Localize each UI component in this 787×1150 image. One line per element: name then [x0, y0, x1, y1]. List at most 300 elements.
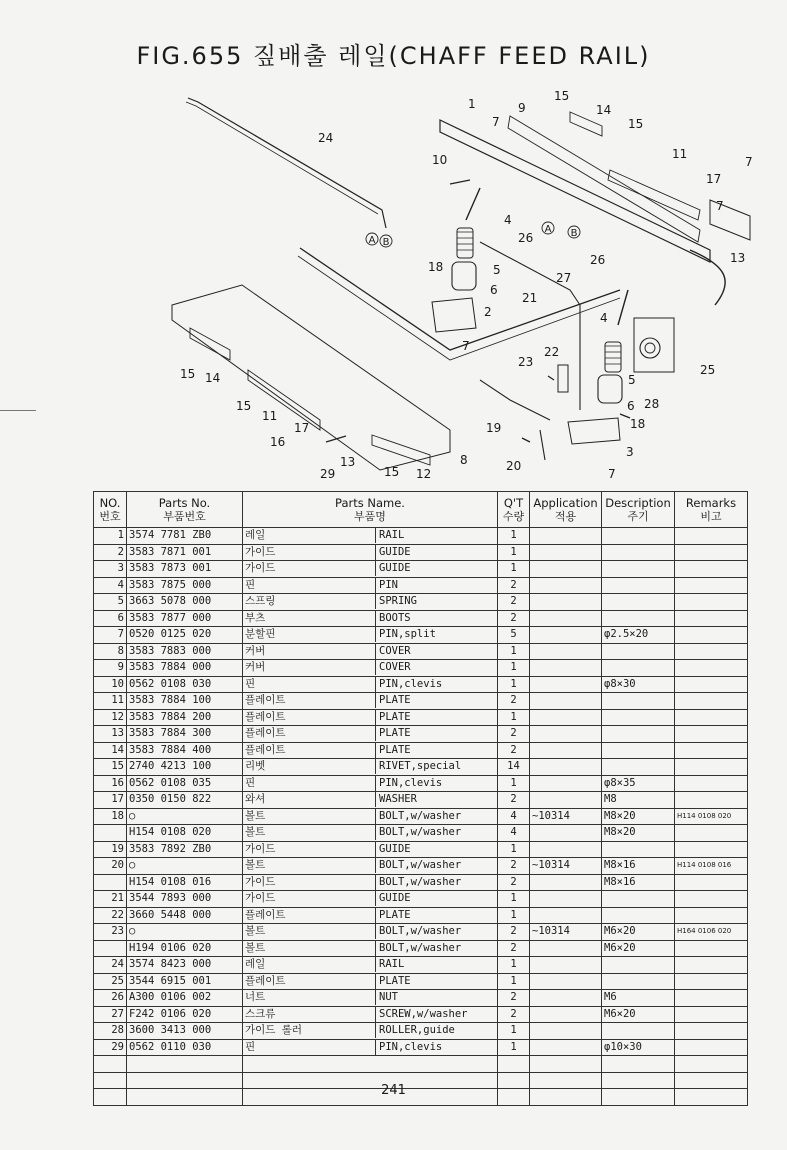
cell-qty: 1 [498, 1039, 530, 1056]
cell-part-name [243, 874, 498, 891]
table-row [94, 825, 748, 842]
part-name-korean: 볼트 [245, 825, 376, 840]
cell-qty: 1 [498, 676, 530, 693]
cell-no: 16 [94, 775, 127, 792]
cell-part-name [243, 1039, 498, 1056]
cell-part-number: ○ [127, 808, 243, 825]
cell-part-name [243, 825, 498, 842]
cell-description [602, 594, 675, 611]
callout-15: 15 [628, 117, 644, 131]
cell-application [530, 577, 602, 594]
cell-qty: 2 [498, 990, 530, 1007]
cell-no: 20 [94, 858, 127, 875]
cell-description [602, 610, 675, 627]
cell-qty [498, 1056, 530, 1073]
table-row [94, 577, 748, 594]
cell-no [94, 940, 127, 957]
cell-application [530, 792, 602, 809]
part-name-english: NUT [379, 991, 398, 1004]
cell-part-name [243, 577, 498, 594]
cell-part-number: 3583 7884 100 [127, 693, 243, 710]
table-row [94, 1006, 748, 1023]
cell-part-number: 2740 4213 100 [127, 759, 243, 776]
cell-part-name [243, 1006, 498, 1023]
cell-remarks [675, 957, 748, 974]
cell-qty: 1 [498, 528, 530, 545]
cell-remarks [675, 775, 748, 792]
part-name-korean: 분할핀 [245, 627, 376, 642]
callout-25: 25 [700, 363, 716, 377]
part-name-korean: 리벳 [245, 759, 376, 774]
part-name-english: BOLT,w/washer [379, 826, 462, 839]
cell-qty: 1 [498, 709, 530, 726]
cell-part-number: ○ [127, 858, 243, 875]
cell-no: 8 [94, 643, 127, 660]
part-name-korean: 너트 [245, 990, 376, 1005]
part-name-english: GUIDE [379, 842, 411, 855]
table-row [94, 594, 748, 611]
cell-application [530, 1023, 602, 1040]
table-row [94, 973, 748, 990]
cell-description: M8×20 [602, 825, 675, 842]
cell-application [530, 561, 602, 578]
cell-application [530, 726, 602, 743]
part-name-korean: 커버 [245, 660, 376, 675]
cell-application [530, 841, 602, 858]
cell-part-name [243, 709, 498, 726]
cell-part-number [127, 1056, 243, 1073]
cell-description: M8×16 [602, 874, 675, 891]
part-name-english: PLATE [379, 710, 411, 723]
callout-15: 15 [236, 399, 252, 413]
cell-qty: 1 [498, 643, 530, 660]
callout-5: 5 [628, 373, 636, 387]
cell-remarks [675, 792, 748, 809]
cell-remarks [675, 709, 748, 726]
cell-qty: 2 [498, 726, 530, 743]
callout-15: 15 [554, 89, 570, 103]
cell-remarks [675, 660, 748, 677]
cell-application [530, 1039, 602, 1056]
cell-no: 28 [94, 1023, 127, 1040]
table-row [94, 693, 748, 710]
cell-description: M8×16 [602, 858, 675, 875]
callout-21: 21 [522, 291, 538, 305]
cell-application [530, 610, 602, 627]
cell-no: 11 [94, 693, 127, 710]
cell-part-number: 0562 0110 030 [127, 1039, 243, 1056]
cell-remarks [675, 891, 748, 908]
cell-remarks: H114 0108 016 [675, 858, 748, 875]
cell-part-name [243, 940, 498, 957]
callout-20: 20 [506, 459, 522, 473]
table-row [94, 544, 748, 561]
cell-qty: 1 [498, 907, 530, 924]
part-name-korean: 커버 [245, 644, 376, 659]
cell-application [530, 544, 602, 561]
part-name-korean: 가이드 [245, 891, 376, 906]
cell-description [602, 973, 675, 990]
table-row [94, 808, 748, 825]
cell-part-name [243, 1023, 498, 1040]
cell-part-name [243, 528, 498, 545]
callout-14: 14 [596, 103, 612, 117]
cell-qty: 1 [498, 544, 530, 561]
cell-part-number: 3583 7884 300 [127, 726, 243, 743]
part-name-korean: 핀 [245, 578, 376, 593]
table-row [94, 660, 748, 677]
part-name-korean: 가이드 롤러 [245, 1023, 376, 1038]
part-name-english: PIN,clevis [379, 776, 443, 789]
circle-b-right: B [570, 228, 578, 239]
part-name-korean: 가이드 [245, 545, 376, 560]
callout-27: 27 [556, 271, 572, 285]
cell-application: ~10314 [530, 808, 602, 825]
cell-part-name [243, 891, 498, 908]
cell-remarks [675, 561, 748, 578]
part-name-english: GUIDE [379, 562, 411, 575]
cell-part-number: 3583 7884 000 [127, 660, 243, 677]
cell-application [530, 907, 602, 924]
callout-14: 14 [205, 371, 221, 385]
table-row [94, 726, 748, 743]
callout-18: 18 [630, 417, 646, 431]
callout-6: 6 [627, 399, 635, 413]
cell-part-name [243, 693, 498, 710]
cell-part-name [243, 924, 498, 941]
cell-description: M6×20 [602, 924, 675, 941]
cell-no: 4 [94, 577, 127, 594]
part-name-korean: 핀 [245, 1040, 376, 1055]
cell-no: 9 [94, 660, 127, 677]
cell-remarks [675, 874, 748, 891]
table-row [94, 841, 748, 858]
cell-no: 3 [94, 561, 127, 578]
part-name-english: SCREW,w/washer [379, 1007, 468, 1020]
part-name-korean: 플레이트 [245, 726, 376, 741]
cell-description [602, 544, 675, 561]
cell-part-name [243, 610, 498, 627]
cell-qty: 1 [498, 775, 530, 792]
cell-application [530, 643, 602, 660]
callout-15: 15 [180, 367, 196, 381]
cell-description [602, 561, 675, 578]
table-row [94, 891, 748, 908]
table-row [94, 1056, 748, 1073]
cell-no [94, 825, 127, 842]
page-title: FIG.655 짚배출 레일(CHAFF FEED RAIL) [136, 42, 651, 70]
cell-part-name [243, 990, 498, 1007]
callout-15: 15 [384, 465, 400, 479]
table-row [94, 907, 748, 924]
cell-qty: 5 [498, 627, 530, 644]
cell-no: 5 [94, 594, 127, 611]
cell-no: 6 [94, 610, 127, 627]
callout-28: 28 [644, 397, 660, 411]
table-row [94, 957, 748, 974]
cell-no: 13 [94, 726, 127, 743]
part-name-korean: 플레이트 [245, 974, 376, 989]
cell-application [530, 1006, 602, 1023]
callout-6: 6 [490, 283, 498, 297]
cell-remarks [675, 907, 748, 924]
cell-remarks [675, 594, 748, 611]
table-header-row [94, 492, 748, 528]
cell-remarks [675, 627, 748, 644]
cell-qty: 2 [498, 742, 530, 759]
cell-remarks [675, 528, 748, 545]
callout-5: 5 [493, 263, 501, 277]
cell-no: 17 [94, 792, 127, 809]
cell-qty: 4 [498, 825, 530, 842]
cell-part-name [243, 676, 498, 693]
cell-remarks [675, 1006, 748, 1023]
cell-qty: 2 [498, 1006, 530, 1023]
part-name-korean: 부츠 [245, 611, 376, 626]
cell-remarks [675, 610, 748, 627]
part-name-korean: 볼트 [245, 858, 376, 873]
cell-description [602, 1056, 675, 1073]
cell-part-name [243, 759, 498, 776]
rail-1-shape [440, 120, 710, 262]
cell-qty: 1 [498, 957, 530, 974]
cell-description [602, 742, 675, 759]
cell-application [530, 775, 602, 792]
callout-7: 7 [492, 115, 500, 129]
cell-qty: 2 [498, 858, 530, 875]
callout-2: 2 [484, 305, 492, 319]
table-row [94, 676, 748, 693]
callout-17: 17 [706, 172, 722, 186]
cell-description: M6×20 [602, 1006, 675, 1023]
cell-part-number: 3544 7893 000 [127, 891, 243, 908]
cell-qty: 4 [498, 808, 530, 825]
callout-11: 11 [262, 409, 278, 423]
cell-remarks [675, 742, 748, 759]
callout-18: 18 [428, 260, 444, 274]
part-name-english: RAIL [379, 958, 405, 971]
cell-description: φ8×35 [602, 775, 675, 792]
part-name-korean: 스프링 [245, 594, 376, 609]
cell-part-name [243, 660, 498, 677]
cell-description [602, 577, 675, 594]
callout-10: 10 [432, 153, 448, 167]
callout-7: 7 [608, 467, 616, 481]
rail-24-shape [188, 98, 386, 228]
callout-7: 7 [716, 199, 724, 213]
cell-part-name [243, 594, 498, 611]
cell-description [602, 693, 675, 710]
part-name-english: RAIL [379, 529, 405, 542]
cell-part-number: 0562 0108 035 [127, 775, 243, 792]
cell-part-number: A300 0106 002 [127, 990, 243, 1007]
callout-7: 7 [745, 155, 753, 169]
part-name-english: RIVET,special [379, 760, 462, 773]
cell-part-number: 3583 7871 001 [127, 544, 243, 561]
cell-application: ~10314 [530, 924, 602, 941]
header-parts-no: Parts No. 부품번호 [127, 492, 243, 528]
circle-a-left: A [368, 235, 376, 246]
cell-application [530, 874, 602, 891]
cell-no: 21 [94, 891, 127, 908]
cell-part-name [243, 858, 498, 875]
cell-part-name [243, 792, 498, 809]
cell-application [530, 693, 602, 710]
cell-part-number: 3600 3413 000 [127, 1023, 243, 1040]
cell-description [602, 726, 675, 743]
part-name-korean: 레일 [245, 528, 376, 543]
cell-part-number: 3583 7884 200 [127, 709, 243, 726]
cell-part-number: 3663 5078 000 [127, 594, 243, 611]
part-name-english: PIN,clevis [379, 1040, 443, 1053]
table-row [94, 528, 748, 545]
cell-part-name [243, 544, 498, 561]
callout-26: 26 [590, 253, 606, 267]
cell-qty: 1 [498, 973, 530, 990]
part-name-english: PLATE [379, 974, 411, 987]
cell-part-number: 3583 7883 000 [127, 643, 243, 660]
cell-part-name [243, 907, 498, 924]
part-name-english: BOLT,w/washer [379, 875, 462, 888]
part-name-korean: 가이드 [245, 875, 376, 890]
cell-no: 10 [94, 676, 127, 693]
callout-3: 3 [626, 445, 634, 459]
page-number: 241 [381, 1083, 406, 1098]
cell-part-number: 3583 7877 000 [127, 610, 243, 627]
callout-4: 4 [600, 311, 608, 325]
part-name-korean: 볼트 [245, 924, 376, 939]
part-name-english: BOLT,w/washer [379, 925, 462, 938]
cell-remarks [675, 825, 748, 842]
cell-no: 27 [94, 1006, 127, 1023]
callout-22: 22 [544, 345, 560, 359]
diagram-svg [150, 80, 770, 490]
cell-application [530, 957, 602, 974]
cell-description: M8×20 [602, 808, 675, 825]
cell-description [602, 957, 675, 974]
cell-qty: 1 [498, 561, 530, 578]
callout-11: 11 [672, 147, 688, 161]
callout-19: 19 [486, 421, 502, 435]
cell-application [530, 676, 602, 693]
part-name-english: COVER [379, 661, 411, 674]
cell-part-name [243, 1056, 498, 1073]
cell-qty: 2 [498, 594, 530, 611]
cell-qty: 2 [498, 874, 530, 891]
cell-part-number: 3544 6915 001 [127, 973, 243, 990]
part-name-english: COVER [379, 644, 411, 657]
cell-part-name [243, 841, 498, 858]
header-qty: Q'T 수량 [498, 492, 530, 528]
cell-no: 26 [94, 990, 127, 1007]
callout-4: 4 [504, 213, 512, 227]
cell-part-name [243, 808, 498, 825]
cell-remarks: H164 0106 020 [675, 924, 748, 941]
part-name-english: PIN,split [379, 628, 436, 641]
part-name-korean: 플레이트 [245, 908, 376, 923]
cell-part-name [243, 643, 498, 660]
cell-remarks [675, 544, 748, 561]
cell-part-name [243, 726, 498, 743]
cell-no: 14 [94, 742, 127, 759]
cell-application [530, 627, 602, 644]
part-name-english: SPRING [379, 595, 417, 608]
cell-part-name [243, 775, 498, 792]
cell-application [530, 594, 602, 611]
part-name-korean: 핀 [245, 776, 376, 791]
part-name-english: PLATE [379, 727, 411, 740]
part-name-korean: 플레이트 [245, 710, 376, 725]
callout-9: 9 [518, 101, 526, 115]
cell-description [602, 643, 675, 660]
cell-no: 23 [94, 924, 127, 941]
cell-part-number: F242 0106 020 [127, 1006, 243, 1023]
cell-no: 15 [94, 759, 127, 776]
callout-26: 26 [518, 231, 534, 245]
cell-description [602, 709, 675, 726]
cell-application [530, 742, 602, 759]
callout-13: 13 [340, 455, 356, 469]
cell-qty: 2 [498, 792, 530, 809]
cell-no: 7 [94, 627, 127, 644]
table-row [94, 775, 748, 792]
cell-part-number: 0350 0150 822 [127, 792, 243, 809]
cell-part-number: 3583 7884 400 [127, 742, 243, 759]
cell-part-number: 3574 7781 ZB0 [127, 528, 243, 545]
table-row [94, 990, 748, 1007]
cell-remarks [675, 577, 748, 594]
cell-remarks [675, 973, 748, 990]
cell-part-name [243, 561, 498, 578]
cell-no: 19 [94, 841, 127, 858]
part-name-korean: 가이드 [245, 842, 376, 857]
cell-no: 18 [94, 808, 127, 825]
cell-no: 1 [94, 528, 127, 545]
callout-24: 24 [318, 131, 334, 145]
part-name-korean: 가이드 [245, 561, 376, 576]
cell-qty: 2 [498, 693, 530, 710]
cell-part-number: H154 0108 020 [127, 825, 243, 842]
cell-application [530, 825, 602, 842]
table-row [94, 924, 748, 941]
cell-description [602, 759, 675, 776]
part-name-english: BOLT,w/washer [379, 809, 462, 822]
cell-application [530, 660, 602, 677]
table-row [94, 874, 748, 891]
circle-a-right: A [544, 224, 552, 235]
part-name-korean: 스크류 [245, 1007, 376, 1022]
table-row [94, 792, 748, 809]
cell-application: ~10314 [530, 858, 602, 875]
table-row [94, 561, 748, 578]
table-row [94, 759, 748, 776]
part-name-korean: 레일 [245, 957, 376, 972]
cell-part-number: 0520 0125 020 [127, 627, 243, 644]
margin-mark [0, 410, 36, 411]
cell-description [602, 891, 675, 908]
table-row [94, 1023, 748, 1040]
cell-no: 29 [94, 1039, 127, 1056]
cell-description: φ10×30 [602, 1039, 675, 1056]
cell-description [602, 1023, 675, 1040]
callout-17: 17 [294, 421, 310, 435]
part-name-english: GUIDE [379, 892, 411, 905]
cell-description: M6×20 [602, 940, 675, 957]
cell-part-number: 3583 7873 001 [127, 561, 243, 578]
part-name-korean: 볼트 [245, 809, 376, 824]
part-name-korean: 플레이트 [245, 693, 376, 708]
header-parts-name: Parts Name. 부품명 [243, 492, 498, 528]
